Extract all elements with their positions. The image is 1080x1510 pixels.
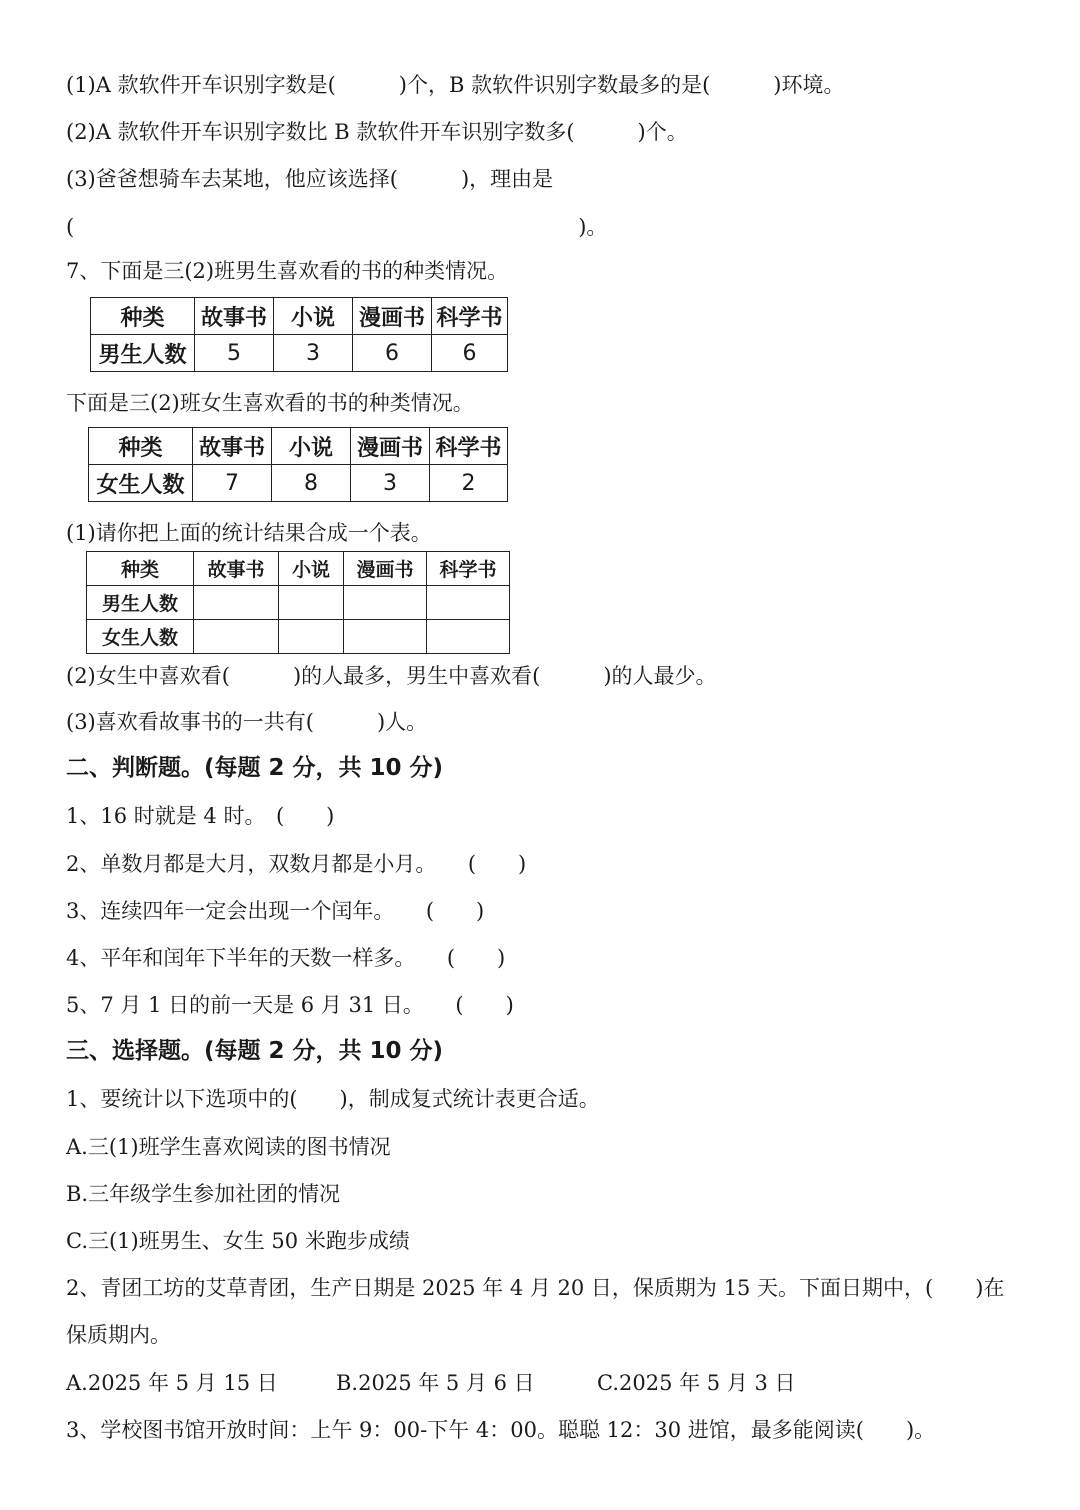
blank-cell[interactable]	[279, 620, 344, 654]
table-cell: 5	[195, 335, 274, 372]
girls-table	[88, 427, 508, 502]
table-header: 科学书	[430, 428, 508, 465]
boys-table	[90, 297, 508, 372]
choice-option: B.三年级学生参加社团的情况	[66, 1182, 341, 1206]
table-header: 故事书	[195, 298, 274, 335]
answer-blank-line: ( )。	[66, 215, 608, 239]
table-header: 种类	[89, 428, 193, 465]
table-header: 小说	[272, 428, 351, 465]
judge-item: 4、平年和闰年下半年的天数一样多。 ( )	[66, 946, 506, 970]
choice-option: C.三(1)班男生、女生 50 米跑步成绩	[66, 1229, 410, 1253]
blank-cell[interactable]	[427, 586, 510, 620]
judge-item: 3、连续四年一定会出现一个闰年。 ( )	[66, 899, 485, 923]
table-cell: 3	[274, 335, 353, 372]
judge-item: 1、16 时就是 4 时。 ( )	[66, 804, 335, 828]
table-header: 小说	[279, 552, 344, 586]
table-cell: 6	[353, 335, 432, 372]
judge-item: 5、7 月 1 日的前一天是 6 月 31 日。 ( )	[66, 993, 514, 1017]
question-7-sub1: (1)请你把上面的统计结果合成一个表。	[66, 521, 432, 545]
combined-table	[86, 551, 510, 654]
question-line: (2)A 款软件开车识别字数比 B 款软件开车识别字数多( )个。	[66, 120, 688, 144]
row-label: 女生人数	[89, 465, 193, 502]
choice-option: A.2025 年 5 月 15 日	[66, 1371, 278, 1395]
table-header: 漫画书	[353, 298, 432, 335]
table-header: 故事书	[194, 552, 279, 586]
blank-cell[interactable]	[194, 586, 279, 620]
choice-question: 1、要统计以下选项中的( )，制成复式统计表更合适。	[66, 1087, 600, 1111]
question-7-intro: 7、下面是三(2)班男生喜欢看的书的种类情况。	[66, 259, 509, 283]
table-cell: 8	[272, 465, 351, 502]
section-3-title: 三、选择题。(每题 2 分，共 10 分)	[66, 1038, 444, 1064]
question-7-sub3: (3)喜欢看故事书的一共有( )人。	[66, 710, 428, 734]
section-2-title: 二、判断题。(每题 2 分，共 10 分)	[66, 755, 444, 781]
table-header: 漫画书	[351, 428, 430, 465]
table-header: 科学书	[427, 552, 510, 586]
table-header: 种类	[87, 552, 194, 586]
question-7-sub2: (2)女生中喜欢看( )的人最多，男生中喜欢看( )的人最少。	[66, 664, 717, 688]
row-label: 女生人数	[87, 620, 194, 654]
judge-item: 2、单数月都是大月，双数月都是小月。 ( )	[66, 852, 527, 876]
question-line: (1)A 款软件开车识别字数是( )个，B 款软件识别字数最多的是( )环境。	[66, 73, 845, 97]
choice-option: B.2025 年 5 月 6 日	[336, 1371, 535, 1395]
row-label: 男生人数	[87, 586, 194, 620]
table-cell: 6	[432, 335, 508, 372]
choice-option: A.三(1)班学生喜欢阅读的图书情况	[66, 1135, 391, 1159]
choice-question: 2、青团工坊的艾草青团，生产日期是 2025 年 4 月 20 日，保质期为 15 天。下面日期中，( )在	[66, 1276, 1005, 1300]
table-cell: 2	[430, 465, 508, 502]
table-header: 科学书	[432, 298, 508, 335]
table-header: 故事书	[193, 428, 272, 465]
blank-cell[interactable]	[194, 620, 279, 654]
blank-cell[interactable]	[427, 620, 510, 654]
row-label: 男生人数	[91, 335, 195, 372]
blank-cell[interactable]	[279, 586, 344, 620]
blank-cell[interactable]	[344, 586, 427, 620]
table-cell: 3	[351, 465, 430, 502]
choice-question-cont: 保质期内。	[66, 1323, 171, 1347]
girls-intro: 下面是三(2)班女生喜欢看的书的种类情况。	[66, 391, 474, 415]
table-header: 小说	[274, 298, 353, 335]
blank-cell[interactable]	[344, 620, 427, 654]
choice-option: C.2025 年 5 月 3 日	[597, 1371, 796, 1395]
table-header: 漫画书	[344, 552, 427, 586]
table-header: 种类	[91, 298, 195, 335]
question-line: (3)爸爸想骑车去某地，他应该选择( )，理由是	[66, 167, 554, 191]
table-cell: 7	[193, 465, 272, 502]
choice-question: 3、学校图书馆开放时间：上午 9：00-下午 4：00。聪聪 12：30 进馆，最多能阅读( )。	[66, 1418, 936, 1442]
